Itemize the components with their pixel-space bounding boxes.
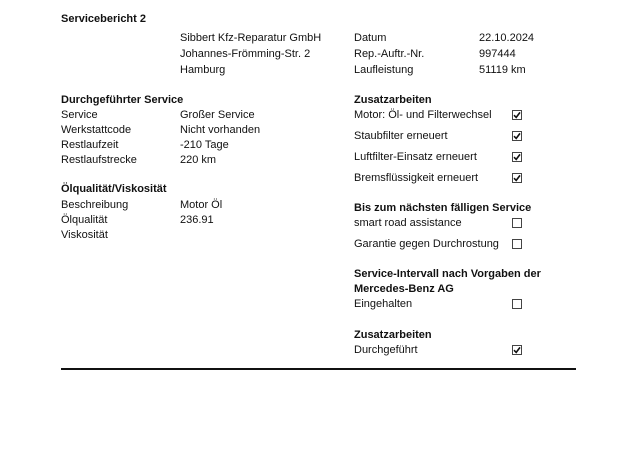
extra-work-item-oil-change-checkbox[interactable] — [512, 110, 522, 120]
workshop-city: Hamburg — [180, 64, 226, 76]
meta-label-mileage: Laufleistung — [354, 64, 414, 76]
oil-quality-label: Ölqualität — [61, 214, 108, 226]
service-section-heading: Durchgeführter Service — [61, 94, 184, 106]
oil-section-heading: Ölqualität/Viskosität — [61, 183, 167, 195]
extra-work-2-item-done-label: Durchgeführt — [354, 344, 418, 356]
extra-work-2-heading: Zusatzarbeiten — [354, 329, 432, 341]
next-service-item-rust-guarantee-label: Garantie gegen Durchrostung — [354, 238, 499, 250]
meta-label-order-number: Rep.-Auftr.-Nr. — [354, 48, 425, 60]
workshop-name: Sibbert Kfz-Reparatur GmbH — [180, 32, 322, 44]
report-title: Servicebericht 2 — [61, 13, 146, 25]
remaining-time-label: Restlaufzeit — [61, 139, 119, 151]
next-service-item-rust-guarantee-checkbox[interactable] — [512, 239, 522, 249]
remaining-distance-value: 220 km — [180, 154, 217, 166]
checkmark-icon — [513, 174, 521, 182]
service-label: Service — [61, 109, 98, 121]
workshop-street: Johannes-Frömming-Str. 2 — [180, 48, 311, 60]
extra-work-heading: Zusatzarbeiten — [354, 94, 432, 106]
next-service-item-road-assistance-label: smart road assistance — [354, 217, 462, 229]
workshop-code-value: Nicht vorhanden — [180, 124, 261, 136]
extra-work-item-air-filter-label: Luftfilter-Einsatz erneuert — [354, 151, 477, 163]
extra-work-item-dust-filter-label: Staubfilter erneuert — [354, 130, 448, 142]
checkmark-icon — [513, 111, 521, 119]
oil-description-label: Beschreibung — [61, 199, 129, 211]
service-value: Großer Service — [180, 109, 255, 121]
oil-quality-value: 236.91 — [180, 214, 214, 226]
interval-heading-line2: Mercedes-Benz AG — [354, 283, 454, 295]
extra-work-item-dust-filter-checkbox[interactable] — [512, 131, 522, 141]
bottom-divider — [61, 368, 576, 370]
checkmark-icon — [513, 153, 521, 161]
checkmark-icon — [513, 132, 521, 140]
checkmark-icon — [513, 346, 521, 354]
oil-viscosity-label: Viskosität — [61, 229, 108, 241]
extra-work-item-brake-fluid-label: Bremsflüssigkeit erneuert — [354, 172, 479, 184]
oil-description-value: Motor Öl — [180, 199, 223, 211]
meta-value-order-number: 997444 — [479, 48, 516, 60]
interval-item-complied-label: Eingehalten — [354, 298, 413, 310]
extra-work-item-oil-change-label: Motor: Öl- und Filterwechsel — [354, 109, 492, 121]
extra-work-2-item-done-checkbox[interactable] — [512, 345, 522, 355]
workshop-code-label: Werkstattcode — [61, 124, 132, 136]
interval-heading-line1: Service-Intervall nach Vorgaben der — [354, 268, 541, 280]
next-service-item-road-assistance-checkbox[interactable] — [512, 218, 522, 228]
meta-label-date: Datum — [354, 32, 387, 44]
remaining-time-value: -210 Tage — [180, 139, 229, 151]
extra-work-item-air-filter-checkbox[interactable] — [512, 152, 522, 162]
remaining-distance-label: Restlaufstrecke — [61, 154, 137, 166]
interval-item-complied-checkbox[interactable] — [512, 299, 522, 309]
extra-work-item-brake-fluid-checkbox[interactable] — [512, 173, 522, 183]
next-service-heading: Bis zum nächsten fälligen Service — [354, 202, 532, 214]
meta-value-date: 22.10.2024 — [479, 32, 535, 44]
meta-value-mileage: 51119 km — [479, 64, 526, 76]
